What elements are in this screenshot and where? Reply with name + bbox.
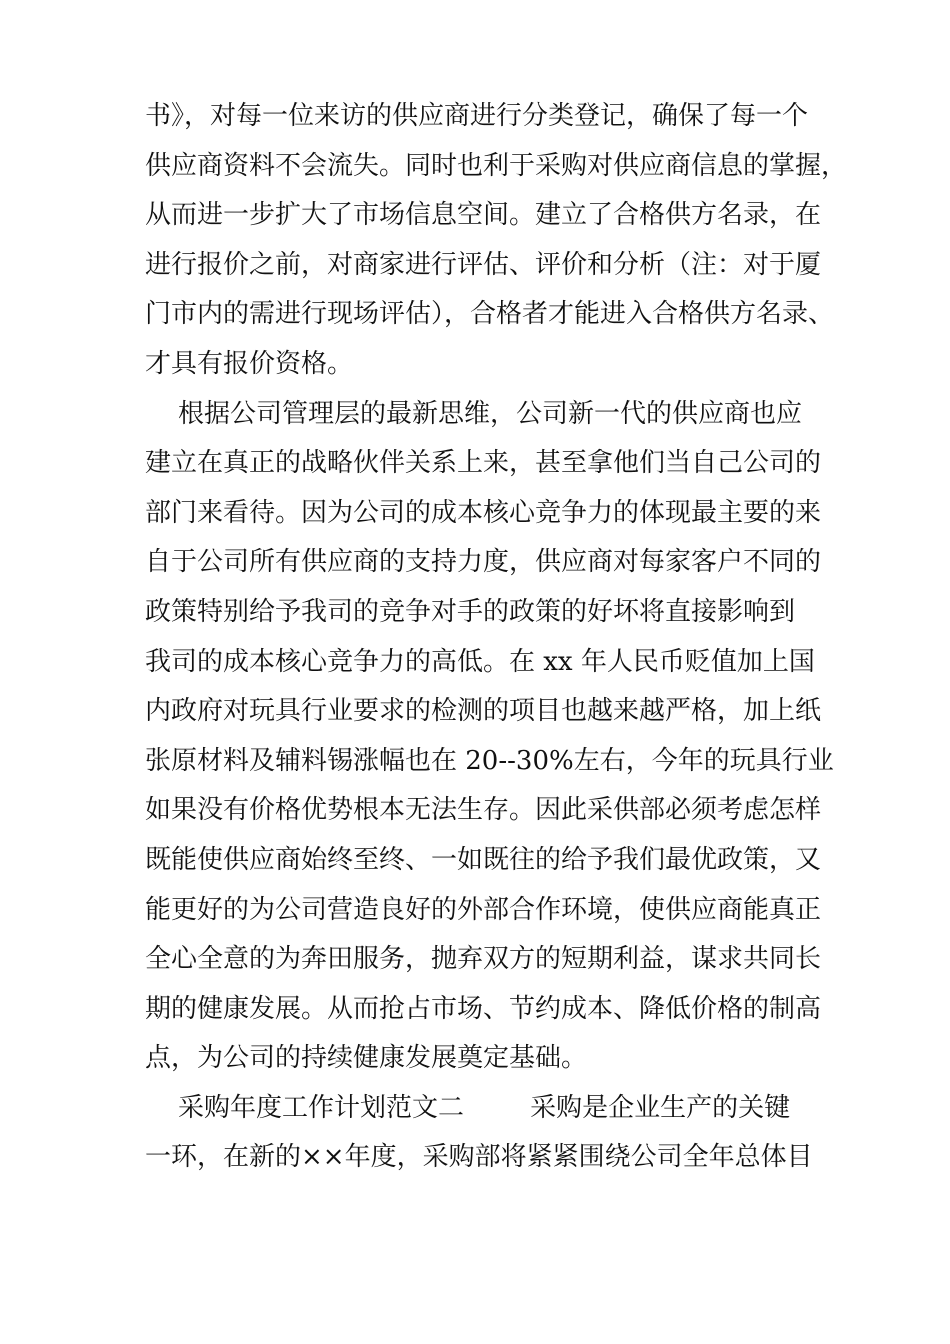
text-line: 供应商资料不会流失。同时也利于采购对供应商信息的掌握，	[145, 150, 848, 181]
text-line: 张原材料及辅料锡涨幅也在 20--30%左右，今年的玩具行业	[145, 745, 834, 776]
text-line: 能更好的为公司营造良好的外部合作环境，使供应商能真正	[145, 894, 822, 925]
text-line: 从而进一步扩大了市场信息空间。建立了合格供方名录，在	[145, 200, 822, 231]
text-line: 内政府对玩具行业要求的检测的项目也越来越严格，加上纸	[145, 696, 822, 727]
text-line: 点，为公司的持续健康发展奠定基础。	[145, 1043, 588, 1074]
text-line: 进行报价之前，对商家进行评估、评价和分析（注：对于厦	[145, 249, 822, 280]
text-line: 采购年度工作计划范文二 采购是企业生产的关键	[145, 1092, 791, 1123]
text-line: 我司的成本核心竞争力的高低。在 xx 年人民币贬值加上国	[145, 646, 815, 677]
text-line: 既能使供应商始终至终、一如既往的给予我们最优政策，又	[145, 844, 822, 875]
text-line: 建立在真正的战略伙伴关系上来，甚至拿他们当自己公司的	[145, 448, 822, 479]
text-line: 根据公司管理层的最新思维，公司新一代的供应商也应	[145, 398, 803, 429]
text-line: 门市内的需进行现场评估），合格者才能进入合格供方名录、	[145, 299, 835, 330]
text-line: 全心全意的为奔田服务，抛弃双方的短期利益，谋求共同长	[145, 944, 822, 975]
text-line: 自于公司所有供应商的支持力度，供应商对每家客户不同的	[145, 547, 822, 578]
text-line: 如果没有价格优势根本无法生存。因此采供部必须考虑怎样	[145, 795, 822, 826]
text-line: 才具有报价资格。	[145, 348, 354, 379]
text-line: 书》，对每一位来访的供应商进行分类登记，确保了每一个	[145, 101, 809, 131]
text-line: 部门来看待。因为公司的成本核心竞争力的体现最主要的来	[145, 497, 822, 528]
body-text	[145, 92, 848, 1183]
text-line: 政策特别给予我司的竞争对手的政策的好坏将直接影响到	[145, 596, 796, 627]
text-line: 期的健康发展。从而抢占市场、节约成本、降低价格的制高	[145, 993, 822, 1024]
text-line: 一环，在新的××年度，采购部将紧紧围绕公司全年总体目	[145, 1142, 813, 1173]
